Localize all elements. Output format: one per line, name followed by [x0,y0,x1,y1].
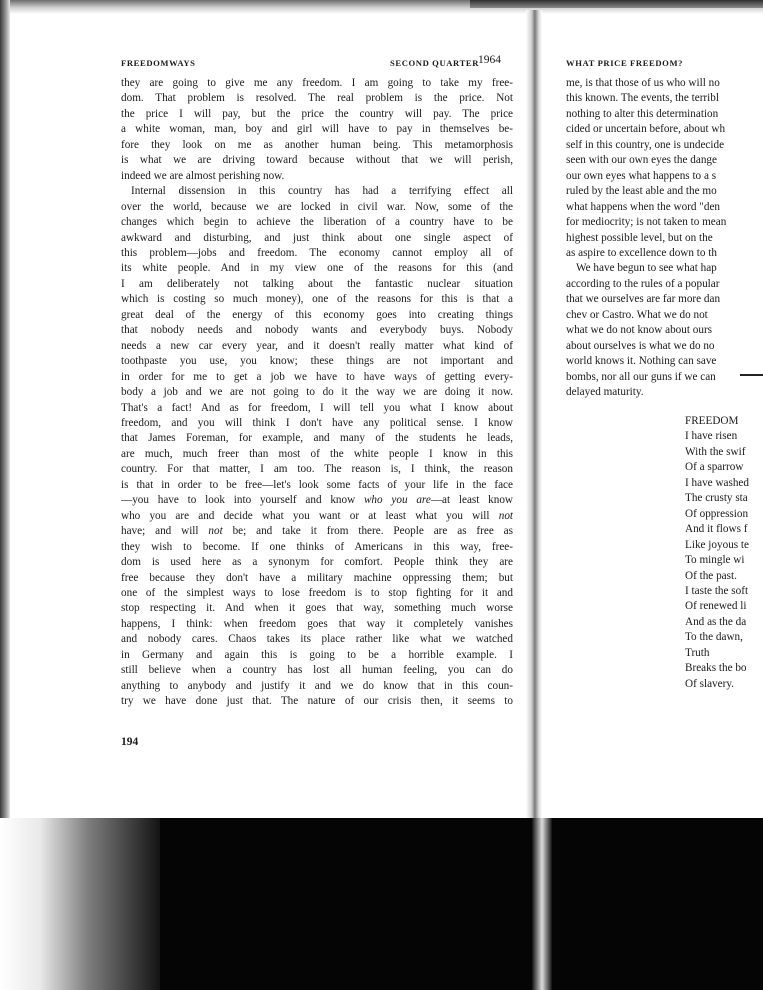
running-head-year: 1964 [478,54,501,66]
poem-line: Of renewed li [685,600,747,613]
text-line: body a job and we are not going to do it the way we are doing it now. [121,386,513,399]
text-line: indeed we are almost perishing now. [121,169,285,182]
text-line: free because they don't have a military machine oppressing them; but [121,571,513,584]
text-line: about ourselves is what we do no [566,339,715,352]
text-line: chev or Castro. What we do not [566,308,708,321]
poem-divider-rule [740,374,763,376]
left-page-text [121,76,513,710]
poem-line: I taste the soft [685,584,749,597]
text-line: they are going to give me any freedom. I am going to take my free- [121,77,513,89]
text-line: is that in order to be free—let's look some facts of your life in the face [121,478,513,491]
text-segment: have; and will [121,525,199,538]
text-line: ruled by the least able and the mo [566,185,717,198]
text-line: delayed maturity. [566,386,644,399]
text-line: fore they look on me as another human being. This metamorphosis [121,138,513,151]
text-line: seen with our own eyes the dange [566,154,717,167]
text-segment: —you have to look into yourself and know [121,494,356,507]
text-line: what we do not know about ours [566,324,713,337]
poem-line: Breaks the bo [685,662,747,675]
poem-line: Like joyous te [685,538,750,551]
text-line [121,493,513,508]
text-segment: who you are and decide what you want or at least what you will [121,509,490,522]
poem-line: And it flows f [685,523,748,536]
text-line: country. For that matter, I am too. The reason is, I think, the reason [121,463,513,476]
text-line: world knows it. Nothing can save [566,355,717,368]
text-line: dom. That problem is resolved. The real problem is the price. Not [121,92,513,105]
text-line: needs a new car every year, and it doesn't really matter what kind of [121,339,513,352]
poem-line: To mingle wi [685,554,745,567]
poem-line: Of oppression [685,507,749,520]
poem-title: FREEDOM [685,415,739,427]
text-line: That's a fact! And as for freedom, I will tell you what I know about [121,401,513,414]
poem-freedom [685,414,749,692]
text-line: and nobody cares. Chaos takes its place rather like what we watched [121,633,513,646]
emphasis-text: who you are [363,494,431,507]
poem-line: To the dawn, [685,631,743,644]
text-line: that nobody needs and nobody wants and everybody buys. Nobody [121,324,513,337]
text-line: according to the rules of a popular [566,277,720,290]
text-line: in Germany and again this is going to be a horrible example. I [121,648,513,661]
text-line: highest possible level, but on the [566,231,713,244]
text-line: which is costing so much money), one of the reasons for this is that a [121,293,513,306]
text-line: is what we are driving toward because without that we will perish, [121,154,513,167]
text-line: We have begun to see what hap [576,262,717,275]
text-line: self in this country, one is undecide [566,138,725,151]
page-number: 194 [121,736,139,748]
text-line: a white woman, man, boy and girl will have to pay in themselves be- [121,123,513,136]
poem-line: Of the past. [685,569,737,582]
text-line: changes which begin to achieve the liberation of a country have to be [121,216,513,229]
running-head-issue: SECOND QUARTER [390,58,480,68]
poem-line: The crusty sta [685,492,748,505]
top-scan-shadow-right [470,0,763,8]
text-line: its white people. And in my view one of the reasons for this (and [121,262,513,275]
right-page-text [566,76,763,401]
poem-line: Truth [685,646,710,659]
text-line: awkward and disturbing, and just think about one single aspect of [121,231,513,244]
text-line: in order for me to get a job we have to have ways of getting every- [121,370,513,383]
text-line: freedom, and you will think I don't have any political sense. I know [121,416,513,429]
text-line: this known. The events, the terribl [566,92,719,105]
poem-line: I have risen [685,430,738,443]
text-line: cided or uncertain before, about wh [566,123,726,136]
text-line: I am deliberately not talking about the fantastic nuclear situation [121,277,513,290]
text-line: what happens when the word "den [566,200,721,213]
text-line: anything to anybody and justify it and we do know that in this coun- [121,679,513,692]
text-line: as aspire to excellence down to th [566,246,717,259]
text-line: they wish to become. If one thinks of Americans in this way, free- [121,540,513,553]
emphasis-text: not [498,509,513,522]
text-line: this problem—jobs and freedom. The economy cannot employ all of [121,246,513,259]
scan-gutter-glare [532,818,552,990]
text-segment: —at least know [430,494,513,507]
text-line: that we ourselves are far more dan [566,293,721,306]
scan-bottom-glare [0,818,160,990]
emphasis-text: not [208,525,223,538]
text-line: happens, I think: when freedom goes that way it completely vanishes [121,617,513,630]
text-line: me, is that those of us who will no [566,77,720,89]
text-line: are much, much freer than most of the white people I know in this [121,447,513,460]
text-line: try we have done just that. The nature of our crisis then, it seems to [121,695,513,708]
text-line: Internal dissension in this country has had a terrifying effect all [131,185,513,198]
running-head-journal: FREEDOMWAYS [121,58,196,68]
text-line: for mediocrity; is not taken to mean [566,216,727,229]
poem-line: And as the da [685,615,747,628]
text-line: stop respecting it. And when it goes that way, something much worse [121,602,513,615]
text-line: toothpaste you use, you know; these things are not important and [121,355,513,368]
text-line: great deal of the energy of this economy goes into creating things [121,308,513,321]
poem-line: I have washed [685,476,749,489]
poem-line: Of slavery. [685,677,734,690]
poem-line: With the swif [685,445,746,458]
text-line [121,509,513,524]
text-line: bombs, nor all our guns if we can [566,370,716,383]
running-head-article: WHAT PRICE FREEDOM? [566,58,684,68]
text-line: the price I will pay, but the price the country will pay. The price [121,107,513,120]
poem-line: Of a sparrow [685,461,744,474]
text-line: our own eyes what happens to a s [566,169,717,182]
text-segment: be; and take it from there. People are as free as [232,525,513,538]
text-line: still believe when a country has lost all human feeling, you can do [121,664,513,677]
text-line: over the world, because we are locked in civil war. Now, some of the [121,200,513,213]
text-line: one of the simplest ways to lose freedom is to stop fighting for it and [121,586,513,599]
text-line: nothing to alter this determination [566,107,719,120]
text-line: that James Foreman, for example, and many of the students he leads, [121,432,513,445]
text-line [121,524,513,539]
text-line: dom is used here as a synonym for comfort. People think they are [121,556,513,569]
